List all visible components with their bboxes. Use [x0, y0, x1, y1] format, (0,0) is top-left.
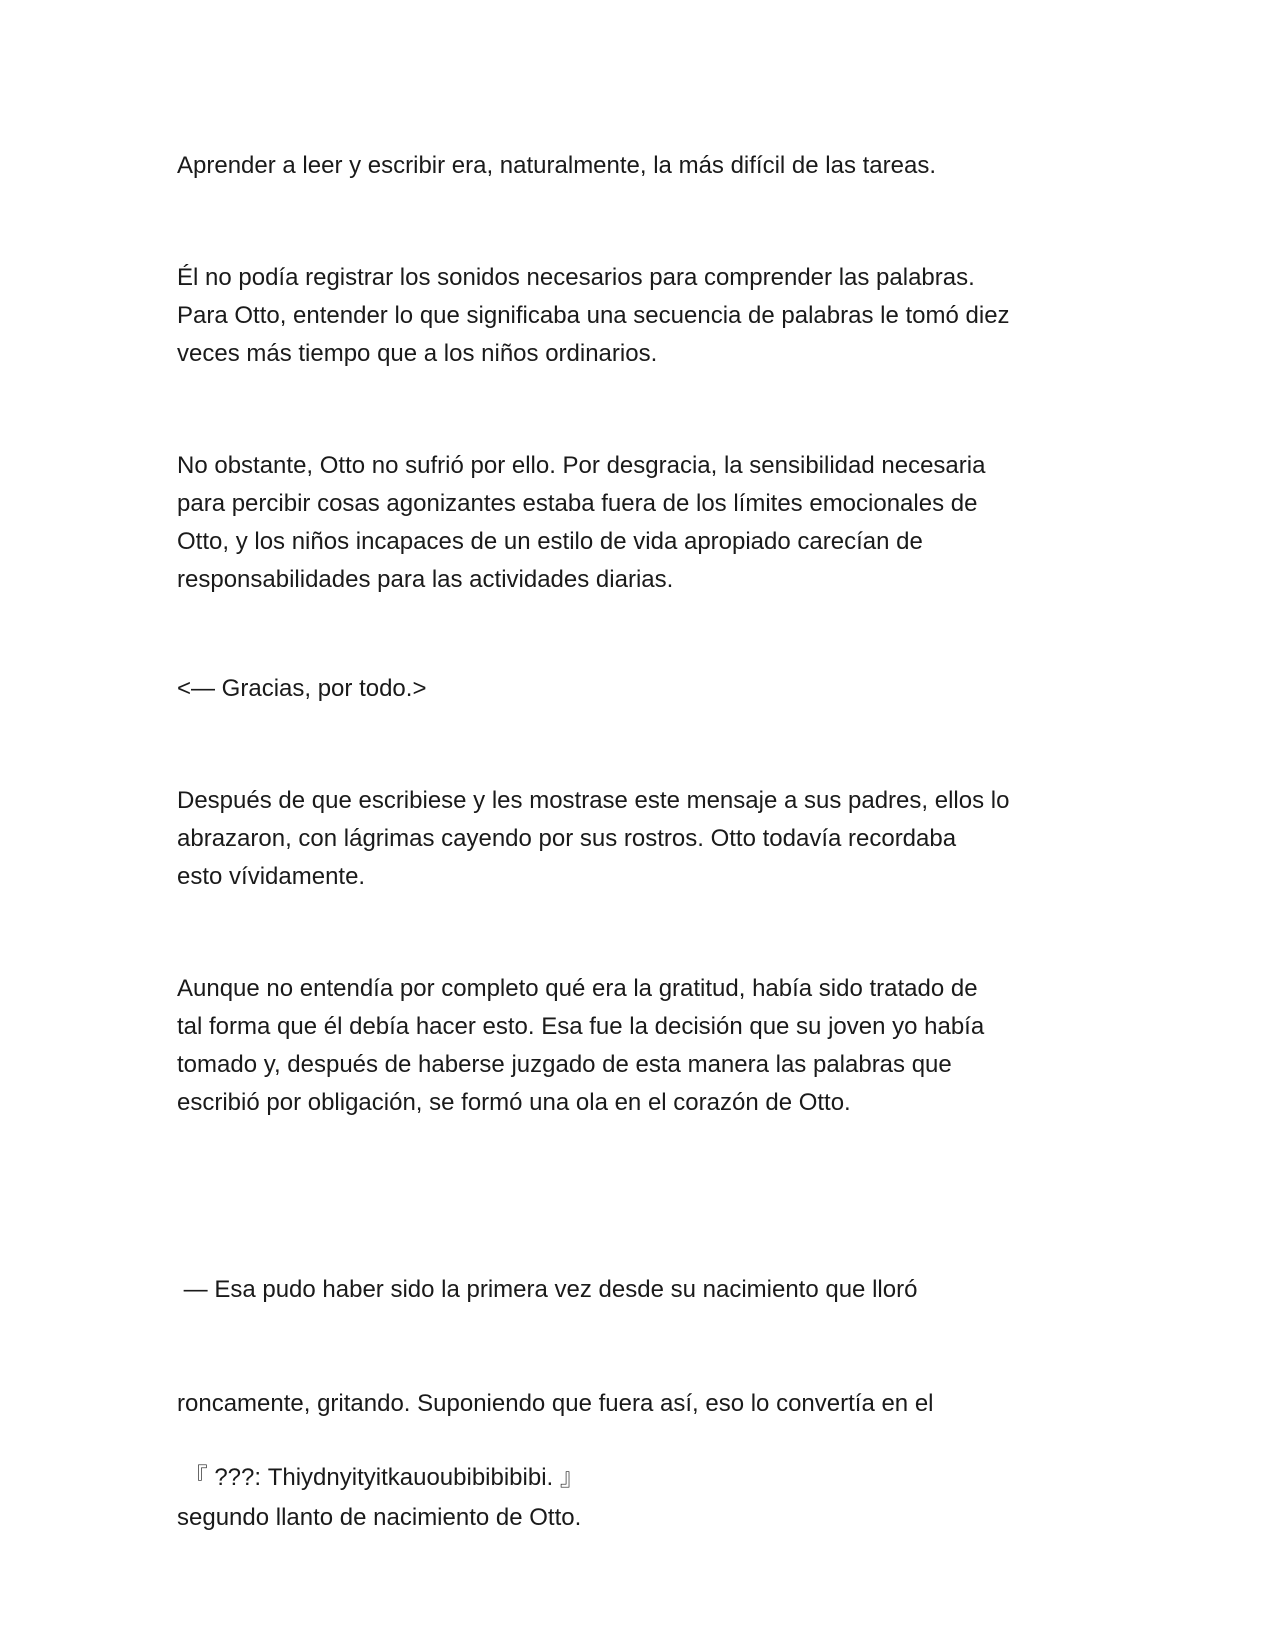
paragraph: [177, 447, 1107, 599]
text-line: Aunque no entendía por completo qué era la gratitud, había sido tratado de: [177, 975, 978, 1002]
text-line: tal forma que él debía hacer esto. Esa fue la decisión que su joven yo había: [177, 1013, 985, 1040]
text-line: para percibir cosas agonizantes estaba fuera de los límites emocionales de: [177, 490, 978, 517]
paragraph: [177, 970, 1107, 1122]
text-line: Para Otto, entender lo que significaba una secuencia de palabras le tomó diez: [177, 302, 1010, 329]
text-line: Aprender a leer y escribir era, naturalmente, la más difícil de las tareas.: [177, 152, 937, 179]
text-line: — Esa pudo haber sido la primera vez desde su nacimiento que lloró: [177, 1276, 918, 1303]
paragraph: [177, 259, 1107, 373]
text-line: Él no podía registrar los sonidos necesarios para comprender las palabras.: [177, 264, 975, 291]
text-line: responsabilidades para las actividades diarias.: [177, 566, 674, 593]
paragraph: [177, 147, 1107, 185]
text-line: tomado y, después de haberse juzgado de esta manera las palabras que: [177, 1051, 952, 1078]
text-line: No obstante, Otto no sufrió por ello. Por desgracia, la sensibilidad necesaria: [177, 452, 986, 479]
paragraph: [177, 670, 1107, 708]
paragraph: [177, 1383, 1107, 1573]
text-line: segundo llanto de nacimiento de Otto.: [177, 1504, 582, 1531]
text-line: veces más tiempo que a los niños ordinarios.: [177, 340, 658, 367]
text-line: abrazaron, con lágrimas cayendo por sus rostros. Otto todavía recordaba: [177, 825, 957, 852]
text-line: Otto, y los niños incapaces de un estilo de vida apropiado carecían de: [177, 528, 923, 555]
text-line: escribió por obligación, se formó una ola en el corazón de Otto.: [177, 1089, 851, 1116]
paragraph: [177, 782, 1107, 896]
text-line: 『 ???: Thiydnyityitkauoubibibibibi. 』: [177, 1464, 584, 1491]
text-line: esto vívidamente.: [177, 863, 366, 890]
text-line: roncamente, gritando. Suponiendo que fuera así, eso lo convertía en el: [177, 1390, 934, 1417]
text-line: <— Gracias, por todo.>: [177, 675, 427, 702]
text-line: Después de que escribiese y les mostrase este mensaje a sus padres, ellos lo: [177, 787, 1010, 814]
